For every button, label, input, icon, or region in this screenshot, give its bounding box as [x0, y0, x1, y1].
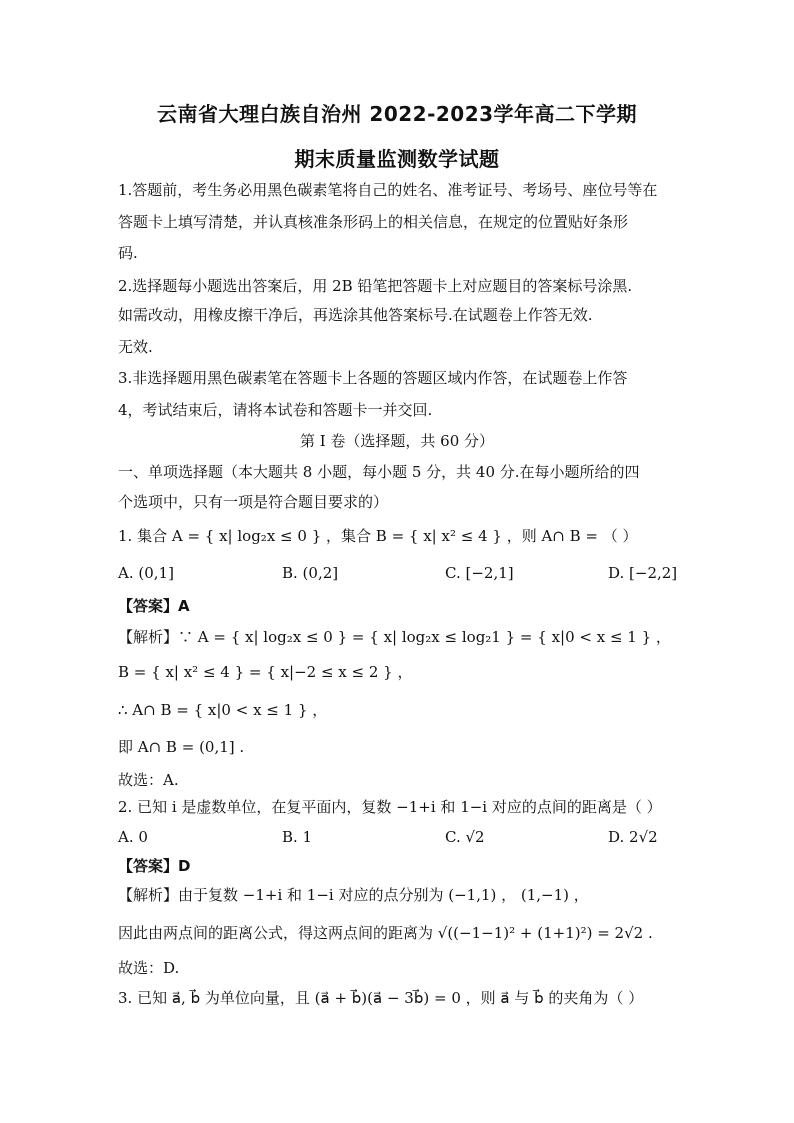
- question-3-stem: 3. 已知 a⃗, b⃗ 为单位向量，且 (a⃗ + b⃗)(a⃗ − 3b⃗) = 0 ，则 a⃗ 与 b⃗ 的夹角为（ ）: [118, 989, 644, 1007]
- part-description: 一、单项选择题（本大题共 8 小题，每小题 5 分，共 40 分.在每小题所给的四: [118, 463, 640, 481]
- instruction-line: 码.: [118, 244, 138, 262]
- paper-title: 云南省大理白族自治州 2022-2023学年高二下学期: [156, 102, 638, 126]
- q2-option-a: A. 0: [118, 828, 148, 846]
- q1-option-c: C. [−2,1]: [445, 564, 514, 582]
- q2-option-c: C. √2: [445, 828, 485, 846]
- q1-option-b: B. (0,2]: [282, 564, 339, 582]
- q1-analysis-line: B = { x| x² ≤ 4 } = { x|−2 ≤ x ≤ 2 } ，: [118, 663, 413, 681]
- instruction-line: 1.答题前，考生务必用黑色碳素笔将自己的姓名、准考证号、考场号、座位号等在: [118, 181, 658, 199]
- question-1-stem: 1. 集合 A = { x| log₂x ≤ 0 } ，集合 B = { x| x² ≤ 4 } ，则 A∩ B = （ ）: [118, 527, 638, 545]
- instruction-line: 4，考试结束后，请将本试卷和答题卡一并交回.: [118, 401, 433, 419]
- q2-analysis-line: 【解析】由于复数 −1+i 和 1−i 对应的点分别为 (−1,1) ， (1,−1) ，: [118, 886, 589, 904]
- q1-option-d: D. [−2,2]: [608, 564, 678, 582]
- instruction-line: 如需改动，用橡皮擦干净后，再选涂其他答案标号.在试题卷上作答无效.: [118, 306, 593, 324]
- question-2-stem: 2. 已知 i 是虚数单位，在复平面内，复数 −1+i 和 1−i 对应的点间的距离是（ ）: [118, 798, 662, 816]
- paper-subtitle: 期末质量监测数学试题: [294, 147, 500, 171]
- instruction-line: 答题卡上填写清楚，并认真核准条形码上的相关信息，在规定的位置贴好条形: [118, 213, 629, 231]
- q2-option-b: B. 1: [282, 828, 313, 846]
- q1-analysis-line: 故选：A.: [118, 771, 179, 789]
- q2-option-d: D. 2√2: [608, 828, 658, 846]
- q2-analysis-line: 故选：D.: [118, 959, 180, 977]
- instruction-line: 无效.: [118, 338, 153, 356]
- q1-analysis-line: 【解析】∵ A = { x| log₂x ≤ 0 } = { x| log₂x ≤ log₂1 } = { x|0 < x ≤ 1 } ，: [118, 628, 671, 646]
- q1-analysis-line: ∴ A∩ B = { x|0 < x ≤ 1 } ，: [118, 701, 328, 719]
- q1-answer: 【答案】A: [118, 597, 190, 615]
- q1-analysis-line: 即 A∩ B = (0,1] .: [118, 738, 245, 756]
- part-description: 个选项中，只有一项是符合题目要求的）: [118, 493, 389, 511]
- instruction-line: 3.非选择题用黑色碳素笔在答题卡上各题的答题区域内作答，在试题卷上作答: [118, 369, 628, 387]
- section-heading: 第 I 卷（选择题，共 60 分）: [299, 432, 495, 450]
- q2-answer: 【答案】D: [118, 857, 191, 875]
- q1-option-a: A. (0,1]: [118, 564, 174, 582]
- q2-analysis-line: 因此由两点间的距离公式，得这两点间的距离为 √((−1−1)² + (1+1)²) = 2√2 .: [118, 924, 653, 942]
- instruction-line: 2.选择题每小题选出答案后，用 2B 铅笔把答题卡上对应题目的答案标号涂黑.: [118, 277, 633, 295]
